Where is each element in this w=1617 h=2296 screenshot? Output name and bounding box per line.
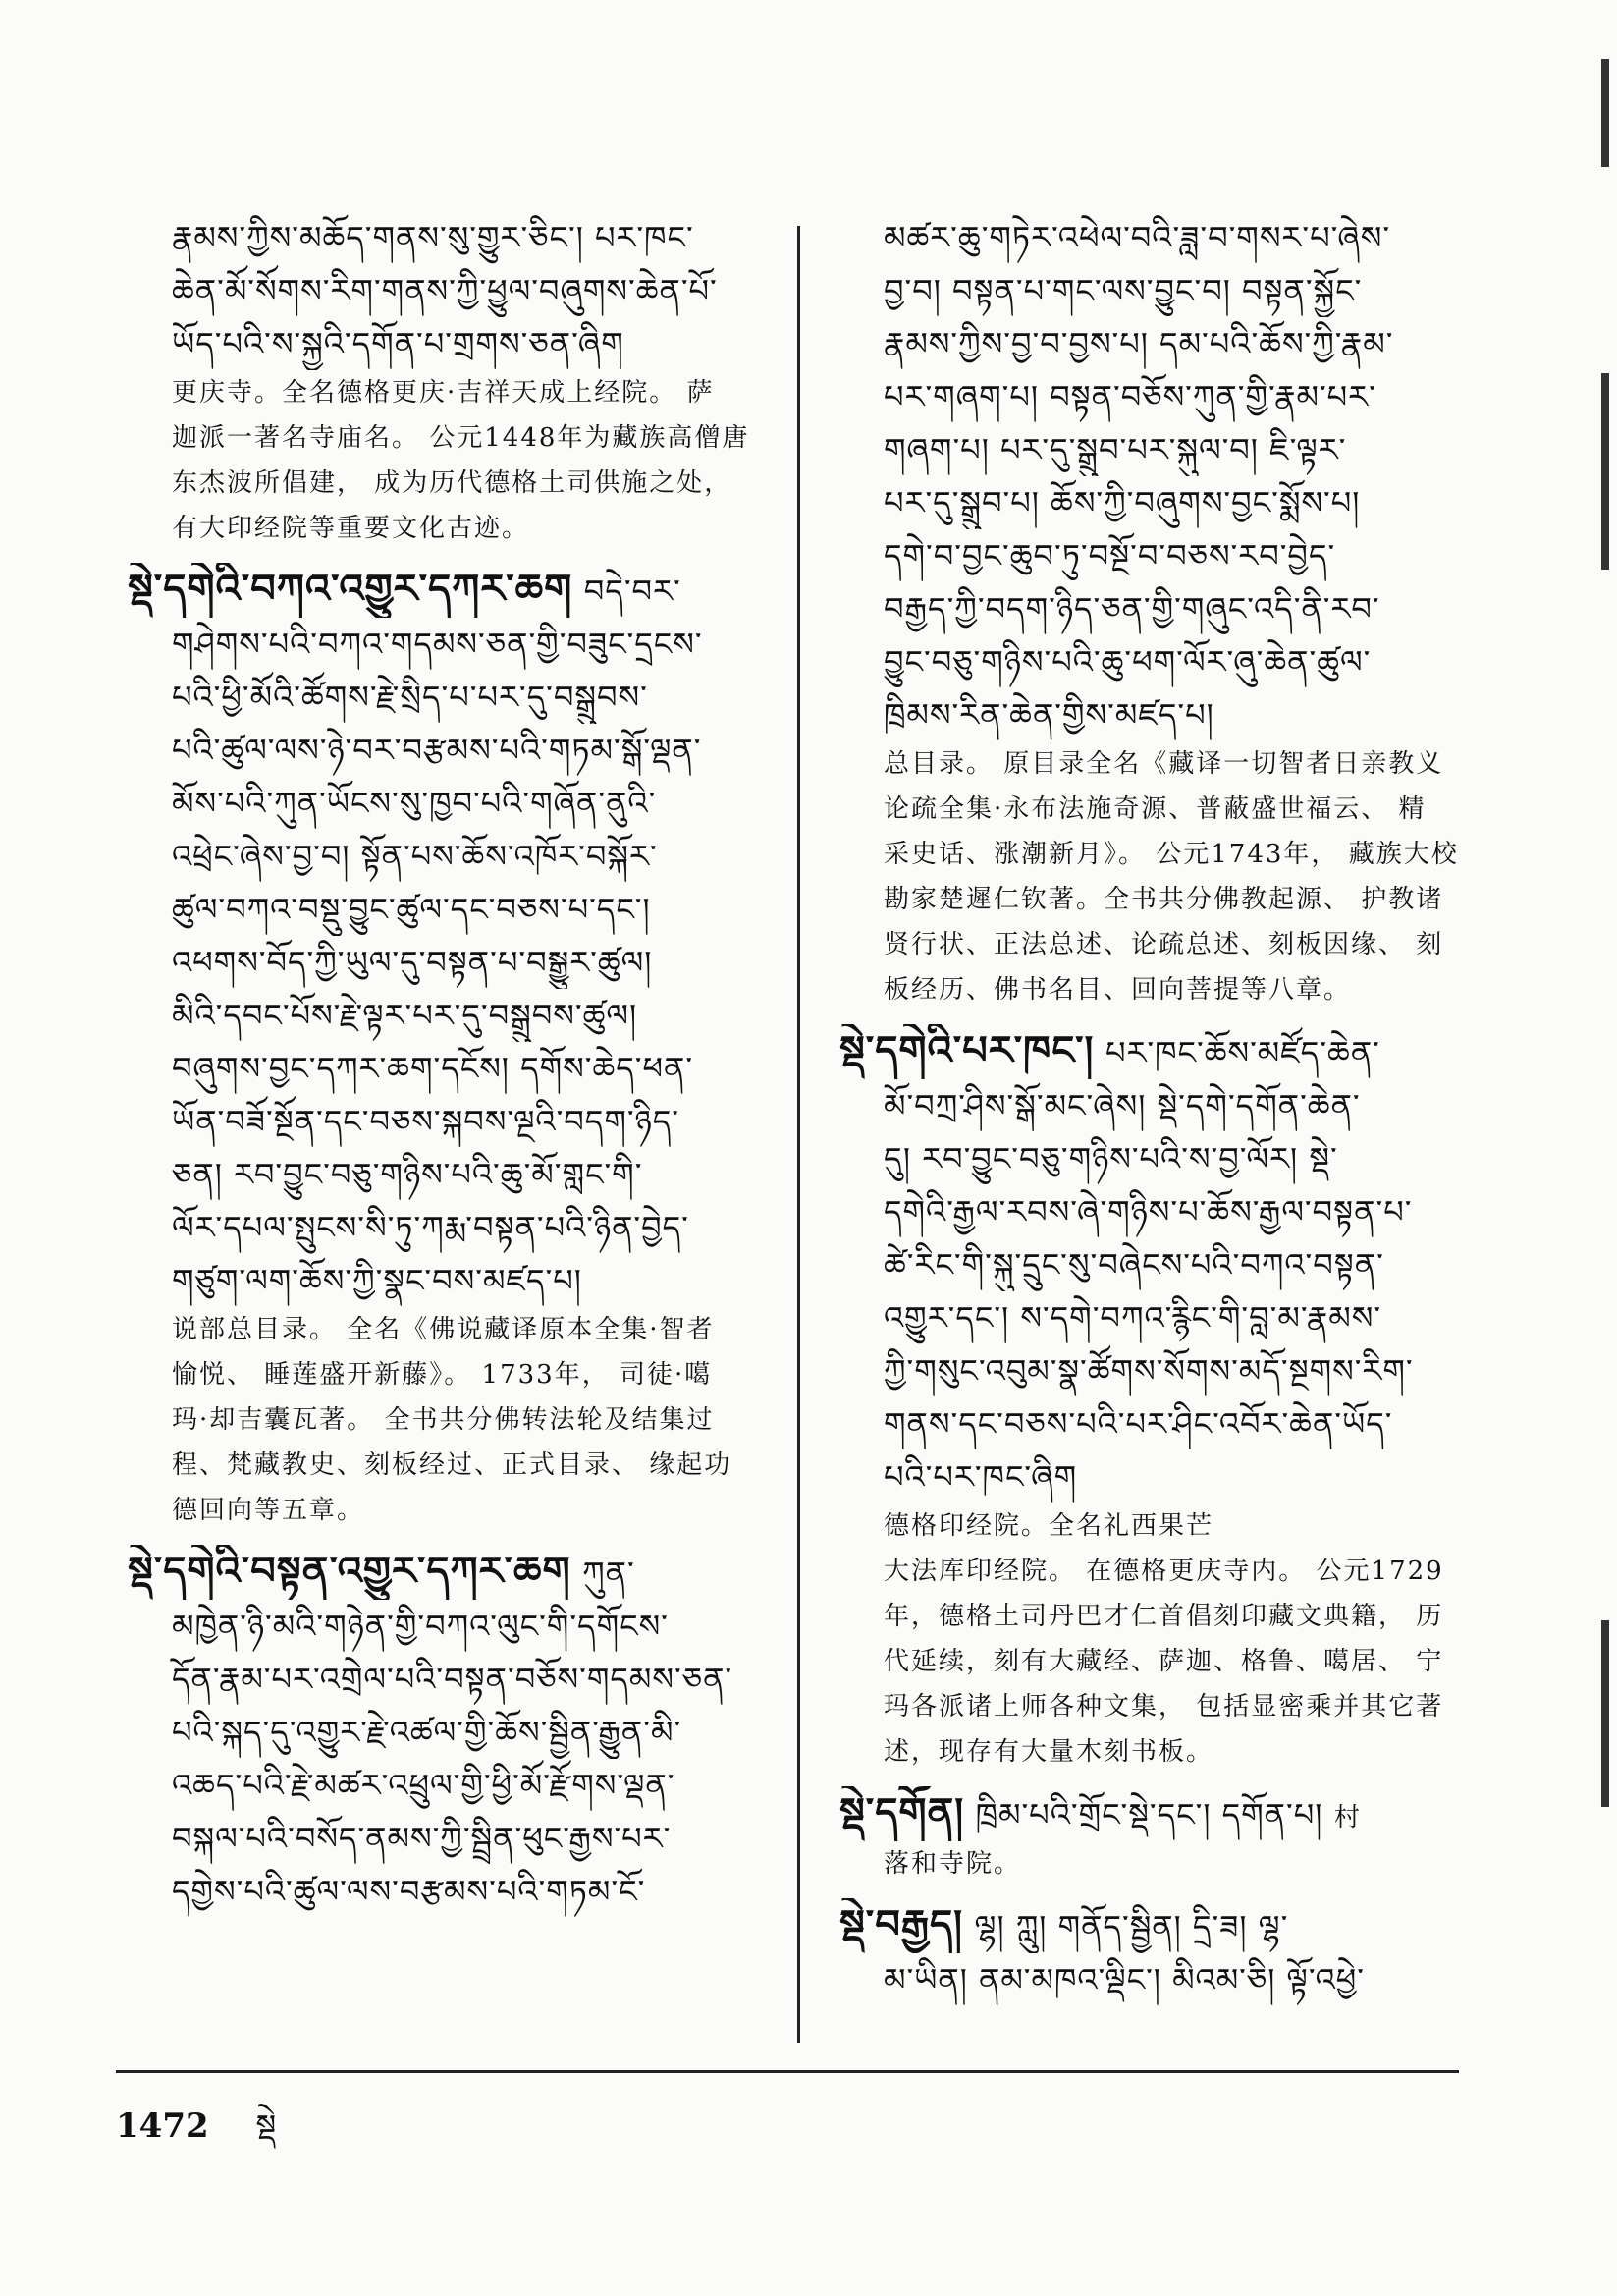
tibetan-line: པར་གཞག་པ། བསྟན་བཅོས་ཀུན་གྱི་རྣམ་པར་ (884, 378, 1376, 415)
tibetan-line: ཅན། རབ་བྱུང་བཅུ་གཉིས་པའི་ཆུ་མོ་གླང་གི་ (172, 1156, 643, 1193)
headword: སྡེ་དགེའི་བསྟན་འགྱུར་དཀར་ཆག (128, 1548, 571, 1594)
tibetan-line: པའི་པར་ཁང་ཞིག (884, 1458, 1078, 1496)
entry-first-line (839, 1024, 1478, 1079)
tibetan-line: མཚར་ཆུ་གཏེར་འཕེལ་བའི་ཟླ་བ་གསར་པ་ཞེས་ (884, 219, 1391, 256)
tibetan-line: འཕྲེང་ཞེས་བྱ་བ། སྟོན་པས་ཆོས་འཁོར་བསྐོར་ (172, 838, 658, 875)
chinese-gloss-line: 程、梵藏教史、刻板经过、正式目录、 缘起功 (172, 1450, 732, 1480)
dictionary-entry (128, 563, 785, 1533)
chinese-gloss-line: 勘家楚遲仁钦著。全书共分佛教起源、 护教诸 (884, 885, 1444, 914)
tibetan-line: དགེའི་རྒྱལ་རབས་ཞེ་གཉིས་པ་ཆོས་རྒྱལ་བསྟན་པ་ (884, 1193, 1413, 1230)
dictionary-entry (839, 1786, 1478, 1886)
chinese-gloss-line: 东杰波所倡建， 成为历代德格土司供施之处， (172, 468, 732, 498)
scan-edge-mark (1601, 1620, 1609, 1807)
footer-rule (116, 2070, 1459, 2073)
tibetan-line: གནས་དང་བཅས་པའི་པར་ཤིང་འབོར་ཆེན་ཡོད་ (884, 1405, 1393, 1443)
dictionary-entry (839, 1024, 1478, 1775)
chinese-gloss-line: 贤行状、正法总述、论疏总述、刻板因缘、 刻 (884, 930, 1444, 959)
chinese-gloss-line: 落和寺院。 (884, 1849, 1022, 1879)
tibetan-line: དོན་རྣམ་པར་འགྲེལ་པའི་བསྟན་བཅོས་གདམས་ཅན་ (172, 1661, 733, 1698)
tibetan-line: བྱུང་བཅུ་གཉིས་པའི་ཆུ་ཕག་ལོར་ཞུ་ཆེན་ཚུལ་ (884, 643, 1372, 681)
tibetan-line: མོ་བཀྲ་ཤིས་སྒོ་མང་ཞེས། སྡེ་དགེ་དགོན་ཆེན་ (884, 1087, 1361, 1124)
tibetan-line: ཀྱི་གསུང་འབུམ་སྣ་ཚོགས་སོགས་མདོ་སྔགས་རིག་ (884, 1352, 1414, 1390)
tibetan-line: བཞུགས་བྱང་དཀར་ཆག་དངོས། དགོས་ཆེད་ཕན་ (172, 1050, 694, 1087)
tibetan-line: ཡོད་པའི་ས་སྐྱའི་དགོན་པ་གྲགས་ཅན་ཞིག (172, 325, 624, 362)
tibetan-line: འཆད་པའི་རྗེ་མཚར་འཕྲུལ་གྱི་ཕྱི་མོ་རྫོགས་ལྡན་ (172, 1767, 675, 1804)
tibetan-line: ཡོན་བཟོ་སྔོན་དང་བཅས་སྐབས་ལྔའི་བདག་ཉིད་ (172, 1103, 679, 1140)
tibetan-line: ཁྲིམས་རིན་ཆེན་གྱིས་མཛད་པ། (884, 696, 1214, 734)
page-number: 1472 (116, 2106, 209, 2146)
dictionary-entry (839, 211, 1478, 1012)
tibetan-line: བྱ་བ། བསྟན་པ་གང་ལས་བྱུང་བ། བསྟན་སྐྱོང་ (884, 272, 1363, 309)
tibetan-line: མིའི་དབང་པོས་རྗེ་ལྟར་པར་དུ་བསྒྲུབས་ཚུལ། (172, 997, 638, 1034)
chinese-gloss-line: 德回向等五章。 (172, 1496, 365, 1525)
chinese-gloss-line: 论疏全集·永布法施奇源、普蔽盛世福云、 精 (884, 794, 1427, 824)
tibetan-line: གཙུག་ལག་ཆོས་ཀྱི་སྣང་བས་མཛད་པ། (172, 1262, 582, 1299)
chinese-gloss-line: 迦派一著名寺庙名。 公元1448年为藏族高僧唐 (172, 423, 750, 453)
tibetan-line: རྣམས་ཀྱིས་མཆོད་གནས་སུ་གྱུར་ཅིང་། པར་ཁང་ (172, 219, 694, 256)
tibetan-line: དགེ་བ་བྱང་ཆུབ་ཏུ་བསྔོ་བ་བཅས་རབ་བྱེད་ (884, 537, 1336, 574)
headword: སྡེ་བརྒྱད། (839, 1901, 964, 1947)
dictionary-entry (128, 211, 785, 551)
chinese-gloss-line: 玛·却吉囊瓦著。 全书共分佛转法轮及结集过 (172, 1405, 715, 1435)
entry-first-line (839, 1898, 1478, 1953)
tibetan-line: ལོར་དཔལ་སྤུངས་སི་ཏུ་ཀརྨ་བསྟན་པའི་ཉིན་བྱེད་ (172, 1209, 689, 1246)
tibetan-line: པར་དུ་སྒྲུབ་པ། ཆོས་ཀྱི་བཞུགས་བྱང་སྨོས་པ། (884, 484, 1361, 521)
chinese-gloss-line: 德格印经院。全名礼西果芒 (884, 1511, 1214, 1541)
entry-first-line (128, 563, 785, 618)
headword: སྡེ་དགེའི་པར་ཁང་། (839, 1027, 1095, 1073)
chinese-gloss-line: 采史话、涨潮新月》。 公元1743年， 藏族大校 (884, 840, 1459, 869)
right-column (839, 211, 1478, 2018)
chinese-gloss-line: 总目录。 原目录全名《藏译一切智者日亲教义 (884, 749, 1444, 779)
tibetan-line: པའི་ཚུལ་ལས་ཉེ་བར་བརྩམས་པའི་གཏམ་སྒོ་ལྡན་ (172, 732, 702, 769)
tibetan-line: འགྱུར་དང་། ས་དགེ་བཀའ་རྙིང་གི་བླ་མ་རྣམས་ (884, 1299, 1382, 1337)
tibetan-line: ཆེན་མོ་སོགས་རིག་གནས་ཀྱི་ཕྱུལ་བཞུགས་ཆེན་པོ་ (172, 272, 718, 309)
tibetan-line: འཕགས་བོད་ཀྱི་ཡུལ་དུ་བསྟན་པ་བསྒྱུར་ཚུལ། (172, 944, 653, 981)
chinese-gloss-line: 述，现存有大量木刻书板。 (884, 1737, 1214, 1767)
tibetan-line: དུ། རབ་བྱུང་བཅུ་གཉིས་པའི་ས་བྱ་ལོར། སྡེ་ (884, 1140, 1338, 1177)
tibetan-line: གཞག་པ། པར་དུ་སྒྲུབ་པར་སྐུལ་བ། ཇི་ལྟར་ (884, 431, 1347, 468)
chinese-gloss-line: 代延续，刻有大藏经、萨迦、格鲁、噶居、 宁 (884, 1647, 1444, 1676)
headword: སྡེ་དགོན། (839, 1789, 965, 1835)
entry-first-line (839, 1786, 1478, 1841)
tibetan-text: བདེ་བར་ (583, 573, 681, 610)
tibetan-line: པའི་སྐད་དུ་འགྱུར་རྗེ་འཚལ་གྱི་ཆོས་སྦྱིན་རྒྱུན་མི་ (172, 1714, 682, 1751)
page-footer (116, 2092, 276, 2180)
scan-edge-mark (1601, 59, 1609, 167)
column-divider (797, 226, 800, 2043)
tibetan-text: ལྷ། ཀླུ། གནོད་སྦྱིན། དྲི་ཟ། ལྷ་ (974, 1908, 1289, 1945)
chinese-gloss: 村 (1333, 1803, 1362, 1832)
headword: སྡེ་དགེའི་བཀའ་འགྱུར་དཀར་ཆག (128, 566, 573, 612)
tibetan-line: ཚེ་རིང་གི་སྐུ་དྲུང་སུ་བཞེངས་པའི་བཀའ་བསྟན་ (884, 1246, 1384, 1284)
chinese-gloss-line: 大法库印经院。 在德格更庆寺内。 公元1729 (884, 1557, 1444, 1586)
tibetan-text: ཀུན་ (582, 1555, 635, 1592)
tibetan-line: ཚུལ་བཀའ་བསྡུ་བྱུང་ཚུལ་དང་བཅས་པ་དང་། (172, 891, 651, 928)
dictionary-entry (839, 1898, 1478, 2006)
tibetan-text: ཁྲིམ་པའི་གྲོང་སྡེ་དང་། དགོན་པ། (975, 1796, 1323, 1833)
left-column (128, 211, 785, 1930)
tibetan-line: མ་ཡིན། ནམ་མཁའ་ལྡིང་། མིའམ་ཅི། ལྟོ་འཕྱེ་ (884, 1961, 1365, 1998)
chinese-gloss-line: 说部总目录。 全名《佛说藏译原本全集·智者 (172, 1315, 715, 1344)
tibetan-line: དགྱེས་པའི་ཚུལ་ལས་བརྩམས་པའི་གཏམ་ངོ་ (172, 1873, 646, 1910)
tibetan-line: མོས་པའི་ཀུན་ཡོངས་སུ་ཁྱབ་པའི་གཞོན་ནུའི་ (172, 785, 657, 822)
tibetan-line: རྣམས་ཀྱིས་བྱ་བ་བྱས་པ། དམ་པའི་ཆོས་ཀྱི་རྣམ་ (884, 325, 1394, 362)
chinese-gloss-line: 有大印经院等重要文化古迹。 (172, 514, 530, 543)
chinese-gloss-line: 年，德格土司丹巴才仁首倡刻印藏文典籍， 历 (884, 1602, 1444, 1631)
chinese-gloss-line: 板经历、佛书名目、回向菩提等八章。 (884, 975, 1352, 1005)
dictionary-entry (128, 1545, 785, 1918)
section-letter: སྡེ (255, 2107, 277, 2145)
scan-edge-mark (1601, 373, 1609, 570)
chinese-gloss-line: 更庆寺。全名德格更庆·吉祥天成上经院。 萨 (172, 378, 715, 408)
chinese-gloss-line: 玛各派诸上师各种文集， 包括显密乘并其它著 (884, 1692, 1444, 1722)
tibetan-line: མཁྱེན་ཉི་མའི་གཉེན་གྱི་བཀའ་ལུང་གི་དགོངས་ (172, 1608, 669, 1645)
chinese-gloss-line: 愉悦、 睡莲盛开新藤》。 1733年， 司徒·噶 (172, 1360, 713, 1390)
tibetan-line: གཤེགས་པའི་བཀའ་གདམས་ཅན་གྱི་བཟུང་དྲངས་ (172, 626, 703, 663)
tibetan-line: བསྐལ་པའི་བསོད་ནམས་ཀྱི་སྦྲིན་ཕུང་རྒྱས་པར་ (172, 1820, 672, 1857)
tibetan-text: པར་ཁང་ཆོས་མཛོད་ཆེན་ (1105, 1034, 1380, 1071)
tibetan-line: བརྒྱད་ཀྱི་བདག་ཉིད་ཅན་གྱི་གཞུང་འདི་ནི་རབ་ (884, 590, 1380, 628)
tibetan-line: པའི་ཕྱི་མོའི་ཚོགས་རྗེ་སྲིད་པ་པར་དུ་བསྒྲུབས་ (172, 679, 648, 716)
entry-first-line (128, 1545, 785, 1600)
